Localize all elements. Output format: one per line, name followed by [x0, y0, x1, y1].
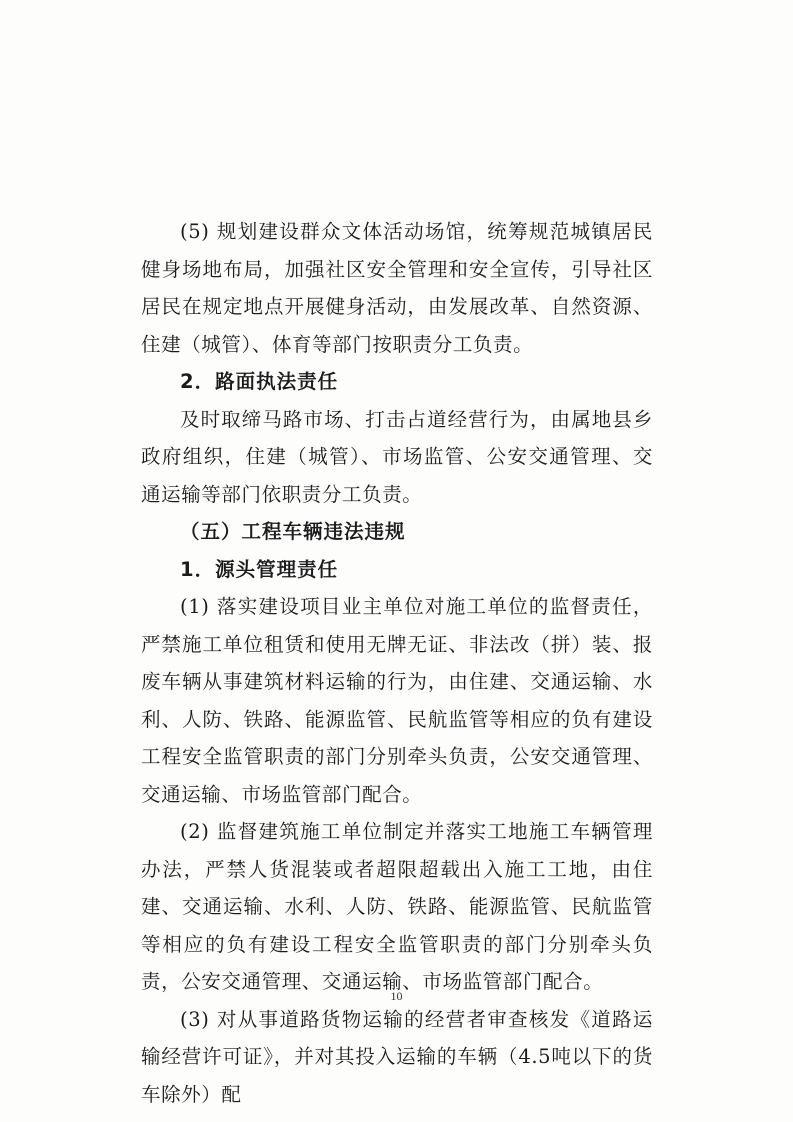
document-body — [141, 213, 653, 1113]
paragraph-fitness-venues: (5) 规划建设群众文体活动场馆，统筹规范城镇居民健身场地布局，加强社区安全管理和安全宣传，引导社区居民在规定地点开展健身活动，由发展改革、自然资源、住建（城管）、体育等部门按职责分工负责。 — [141, 220, 653, 356]
heading-road-enforcement: 2．路面执法责任 — [180, 370, 339, 393]
heading-section-five: （五）工程车辆违法违规 — [180, 520, 406, 543]
paragraph-construction-vehicles: (2) 监督建筑施工单位制定并落实工地施工车辆管理办法，严禁人货混装或者超限超载出入施工工地，由住建、交通运输、水利、人防、铁路、能源监管、民航监管等相应的负有建设工程安全监管职责的部门分别牵头负责，公安交通管理、交通运输、市场监管部门配合。 — [141, 820, 653, 993]
heading-source-management: 1．源头管理责任 — [180, 557, 339, 581]
paragraph-road-market: 及时取缔马路市场、打击占道经营行为，由属地县乡政府组织，住建（城管）、市场监管、公安交通管理、交通运输等部门依职责分工负责。 — [141, 407, 653, 506]
page-number: 10 — [390, 989, 403, 1003]
paragraph-transport-license: (3) 对从事道路货物运输的经营者审查核发《道路运输经营许可证》，并对其投入运输的车辆（4.5吨以下的货车除外）配 — [141, 1007, 653, 1106]
paragraph-owner-supervision: (1) 落实建设项目业主单位对施工单位的监督责任，严禁施工单位租赁和使用无牌无证、非法改（拼）装、报废车辆从事建筑材料运输的行为，由住建、交通运输、水利、人防、铁路、能源监管、民航监管等相应的负有建设工程安全监管职责的部门分别牵头负责，公安交通管理、交通运输、市场监管部门配合。 — [141, 595, 653, 806]
